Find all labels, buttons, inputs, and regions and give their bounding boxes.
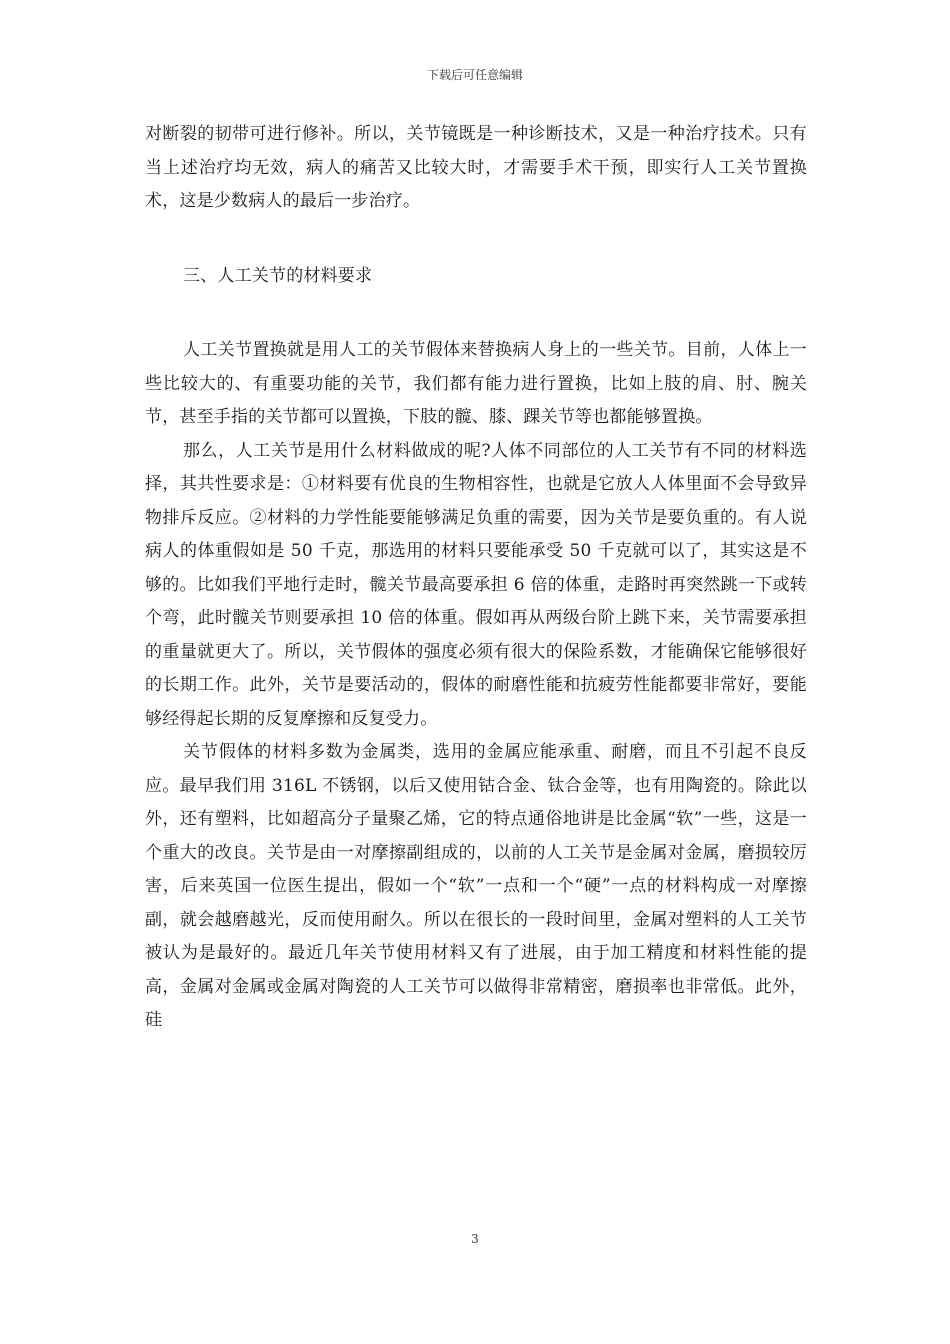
paragraph-material-types: 关节假体的材料多数为金属类，选用的金属应能承重、耐磨，而且不引起不良反应。最早我们用 316L 不锈钢，以后又使用钴合金、钛合金等，也有用陶瓷的。除此以外，还有塑料，比如超高分子量聚乙烯，它的特点通俗地讲是比金属“软”一些，这是一个重大的改良。关节是由一对摩擦副组成的，以前的人工关节是金属对金属，磨损较厉害，后来英国一位医生提出，假如一个“软”一点和一个“硬”一点的材料构成一对摩擦副，就会越磨越光，反而使用耐久。所以在很长的一段时间里，金属对塑料的人工关节被认为是最好的。最近几年关节使用材料又有了进展，由于加工精度和材料性能的提高，金属对金属或金属对陶瓷的人工关节可以做得非常精密，磨损率也非常低。此外，硅: [145, 742, 807, 1030]
page-header: 下载后可任意编辑: [426, 68, 523, 82]
paragraph-replacement-intro: 人工关节置换就是用人工的关节假体来替换病人身上的一些关节。目前，人体上一些比较大的、有重要功能的关节，我们都有能力进行置换，比如上肢的肩、肘、腕关节，甚至手指的关节都可以置换，下肢的髋、膝、踝关节等也都能够置换。: [145, 340, 807, 427]
page-number: 3: [471, 1232, 479, 1246]
section-heading: 三、人工关节的材料要求: [183, 265, 373, 286]
document-body: [145, 118, 807, 1038]
paragraph-continuation: 对断裂的韧带可进行修补。所以，关节镜既是一种诊断技术，又是一种治疗技术。只有当上述治疗均无效，病人的痛苦又比较大时，才需要手术干预，即实行人工关节置换术，这是少数病人的最后一步治疗。: [145, 124, 807, 211]
paragraph-material-requirements: 那么，人工关节是用什么材料做成的呢?人体不同部位的人工关节有不同的材料选择，其共性要求是：①材料要有优良的生物相容性，也就是它放人人体里面不会导致异物排斥反应。②材料的力学性能要能够满足负重的需要，因为关节是要负重的。有人说病人的体重假如是 50 千克，那选用的材料只要能承受 50 千克就可以了，其实这是不够的。比如我们平地行走时，髋关节最高要承担 6 倍的体重，走路时再突然跳一下或转个弯，此时髋关节则要承担 10 倍的体重。假如再从两级台阶上跳下来，关节需要承担的重量就更大了。所以，关节假体的强度必须有很大的保险系数，才能确保它能够很好的长期工作。此外，关节是要活动的，假体的耐磨性能和抗疲劳性能都要非常好，要能够经得起长期的反复摩擦和反复受力。: [145, 440, 807, 729]
